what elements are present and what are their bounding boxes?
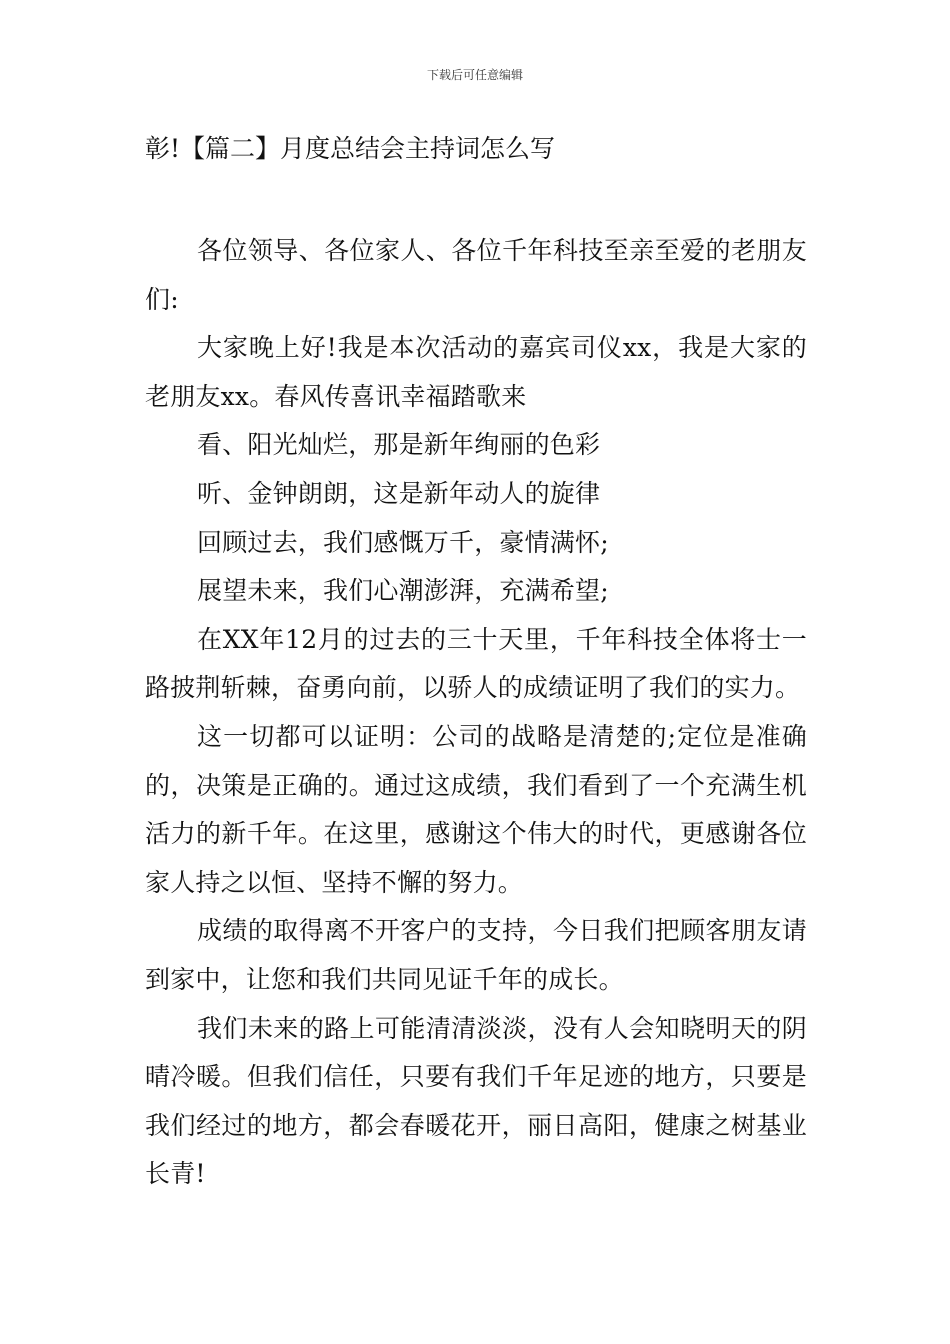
- section-title: 彰!【篇二】月度总结会主持词怎么写: [145, 134, 556, 163]
- header-note: 下载后可任意编辑: [426, 68, 523, 82]
- paragraph-customers: 成绩的取得离不开客户的支持，今日我们把顾客朋友请到家中，让您和我们共同见证千年的成长。: [145, 916, 807, 994]
- paragraph-review: 回顾过去，我们感慨万千，豪情满怀;: [197, 527, 609, 557]
- paragraph-listen: 听、金钟朗朗，这是新年动人的旋律: [197, 478, 601, 508]
- paragraph-greeting: 各位领导、各位家人、各位千年科技至亲至爱的老朋友们:: [145, 236, 807, 314]
- document-body: [145, 227, 807, 1199]
- paragraph-future: 我们未来的路上可能清清淡淡，没有人会知晓明天的阴晴冷暖。但我们信任，只要有我们千年足迹的地方，只要是我们经过的地方，都会春暖花开，丽日高阳，健康之树基业长青!: [145, 1013, 807, 1189]
- paragraph-look: 看、阳光灿烂，那是新年绚丽的色彩: [197, 430, 601, 460]
- paragraph-introduction: 大家晚上好!我是本次活动的嘉宾司仪xx，我是大家的老朋友xx。春风传喜讯幸福踏歌来: [145, 333, 807, 411]
- paragraph-outlook: 展望未来，我们心潮澎湃，充满希望;: [197, 576, 609, 606]
- paragraph-strategy: 这一切都可以证明：公司的战略是清楚的;定位是准确的，决策是正确的。通过这成绩，我们看到了一个充满生机活力的新千年。在这里，感谢这个伟大的时代，更感谢各位家人持之以恒、坚持不懈的努力。: [145, 721, 807, 897]
- paragraph-achievements: 在XX年12月的过去的三十天里，千年科技全体将士一路披荆斩棘，奋勇向前，以骄人的成绩证明了我们的实力。: [145, 624, 807, 703]
